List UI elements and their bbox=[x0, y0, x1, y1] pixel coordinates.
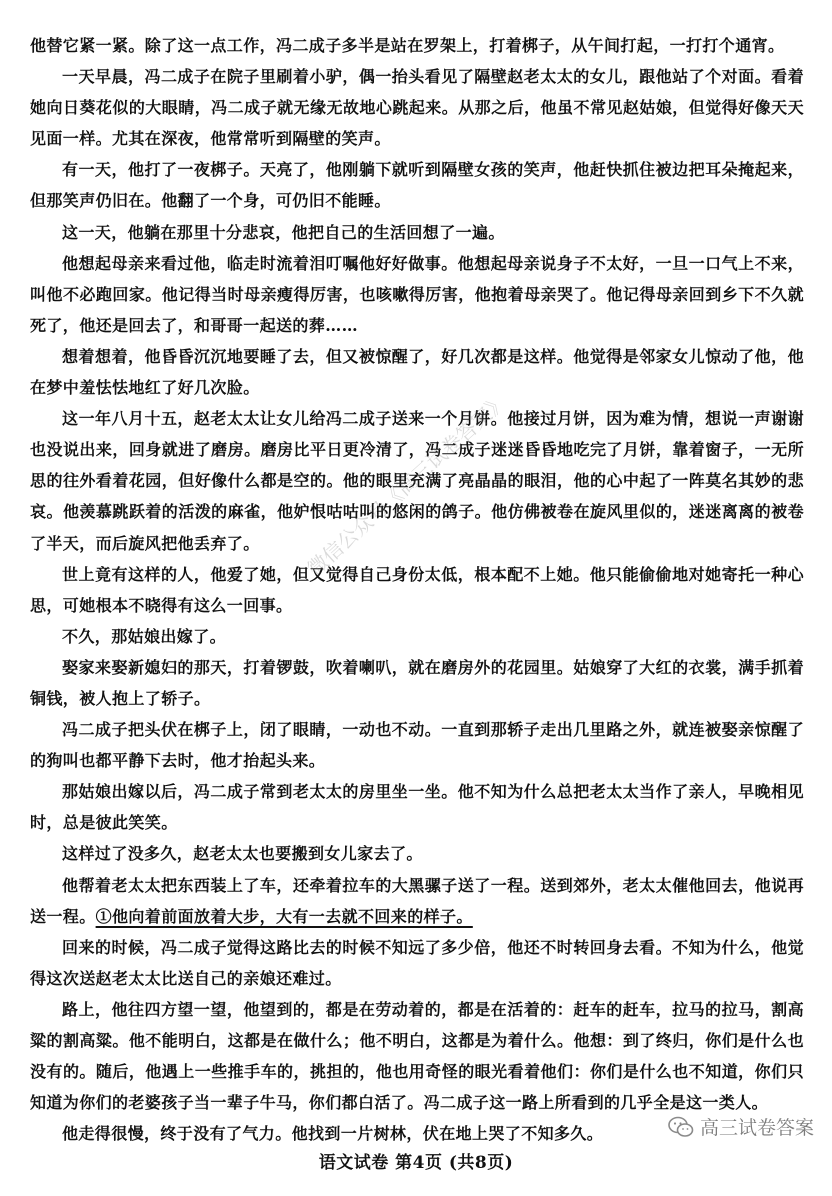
paragraph: 不久，那姑娘出嫁了。 bbox=[62, 626, 227, 646]
paragraph: 这一年八月十五，赵老太太让女儿给冯二成子送来一个月饼。他接过月饼，因为难为情，想说一声谢谢也没说出来，回身就进了磨房。磨房比平日更冷清了，冯二成子迷迷昏昏地吃完了月饼，靠着窗子，一无所思的往外看着花园，但好像什么都是空的。他的眼里充满了亮晶晶的眼泪，他的心中起了一阵莫名其妙的悲哀。他羡慕跳跃着的活泼的麻雀，他妒恨咕咕叫的悠闲的鸽子。他仿佛被卷在旋风里似的，迷迷离离的被卷了半天，而后旋风把他丢弃了。 bbox=[30, 409, 804, 553]
paragraph: 世上竟有这样的人，他爱了她，但又觉得自己身份太低，根本配不上她。他只能偷偷地对她寄托一种心思，可她根本不晓得有这么一回事。 bbox=[30, 564, 804, 615]
diagonal-watermark: 微信公众号《高三试卷答案》 bbox=[302, 388, 512, 581]
paragraph-text: 他帮着老太太把东西装上了车，还牵着拉车的大黑骡子送了一程。送到郊外，老太太催他回去，他说再送一程。 bbox=[30, 875, 804, 926]
brand-text: 高三试卷答案 bbox=[699, 1117, 814, 1139]
wechat-icon bbox=[668, 1116, 694, 1138]
paragraph: 这一天，他躺在那里十分悲哀，他把自己的生活回想了一遍。 bbox=[62, 222, 505, 242]
paragraph: 娶家来娶新媳妇的那天，打着锣鼓，吹着喇叭，就在磨房外的花园里。姑娘穿了大红的衣裳，满手抓着铜钱，被人抱上了轿子。 bbox=[30, 657, 804, 708]
paragraph: 路上，他往四方望一望，他望到的，都是在劳动着的，都是在活着的：赶车的赶车，拉马的拉马，割高粱的割高粱。他不能明白，这都是在做什么；他不明白，这都是为着什么。他想：到了终归，你们是什么也没有的。随后，他遇上一些推手车的，挑担的，他也用奇怪的眼光看着他们：你们是什么也不知道，你们只知道为你们的老婆孩子当一辈子牛马，你们都白活了。冯二成子这一路上所看到的几乎全是这一类人。 bbox=[30, 999, 804, 1113]
underlined-sentence-1: ①他向着前面放着大步，大有一去就不回来的样子。 bbox=[95, 906, 473, 926]
paragraph: 这样过了没多久，赵老太太也要搬到女儿家去了。 bbox=[62, 844, 423, 864]
paragraph: 有一天，他打了一夜梆子。天亮了，他刚躺下就听到隔壁女孩的笑声，他赶快抓住被边把耳朵掩起来，但那笑声仍旧在。他翻了一个身，可仍旧不能睡。 bbox=[30, 160, 804, 211]
paragraph: 他走得很慢，终于没有了气力。他找到一片树林，伏在地上哭了不知多久。 bbox=[62, 1124, 604, 1144]
article-body bbox=[30, 30, 804, 1149]
paragraph: 一天早晨，冯二成子在院子里刷着小驴，偶一抬头看见了隔壁赵老太太的女儿，跟他站了个对面。看着她向日葵花似的大眼睛，冯二成子就无缘无故地心跳起来。从那之后，他虽不常见赵姑娘，但觉得好像天天见面一样。尤其在深夜，他常常听到隔壁的笑声。 bbox=[30, 67, 804, 149]
paragraph: 那姑娘出嫁以后，冯二成子常到老太太的房里坐一坐。他不知为什么总把老太太当作了亲人，早晚相见时，总是彼此笑笑。 bbox=[30, 782, 804, 833]
paragraph: 想着想着，他昏昏沉沉地要睡了去，但又被惊醒了，好几次都是这样。他觉得是邻家女儿惊动了他，他在梦中羞怯怯地红了好几次脸。 bbox=[30, 346, 804, 398]
page-footer: 语文试卷 第4页 (共8页) bbox=[318, 1153, 514, 1173]
paragraph: 冯二成子把头伏在梆子上，闭了眼睛，一动也不动。一直到那轿子走出几里路之外，就连被娶亲惊醒了的狗叫也都平静下去时，他才抬起头来。 bbox=[30, 720, 804, 771]
paragraph: 回来的时候，冯二成子觉得这路比去的时候不知远了多少倍，他还不时转回身去看。不知为什么，他觉得这次送赵老太太比送自己的亲娘还难过。 bbox=[30, 937, 804, 988]
paragraph: 他想起母亲来看过他，临走时流着泪叮嘱他好好做事。他想起母亲说身子不太好，一旦一口气上不来，叫他不必跑回家。他记得当时母亲瘦得厉害，也咳嗽得厉害，他抱着母亲哭了。他记得母亲回到乡下不久就死了，他还是回去了，和哥哥一起送的葬…… bbox=[30, 253, 804, 335]
brand-watermark bbox=[668, 1113, 814, 1140]
paragraph: 他替它紧一紧。除了这一点工作，冯二成子多半是站在罗架上，打着梆子，从午间打起，一打打个通宵。 bbox=[30, 36, 785, 55]
paragraph-with-underline bbox=[30, 870, 804, 932]
